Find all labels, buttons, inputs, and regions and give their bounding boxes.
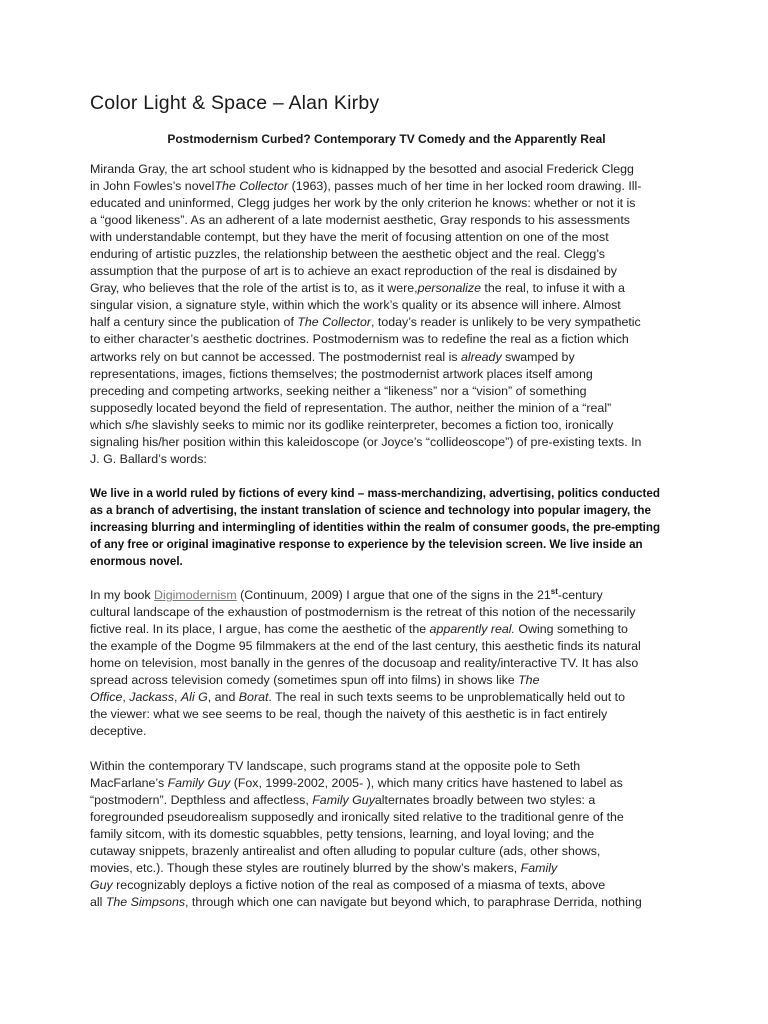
paragraph-1-line-11: to either character’s aesthetic doctrines. Postmodernism was to redefine the real as a fiction which [90, 332, 629, 347]
paragraph-1-line-5: with understandable contempt, but they have the merit of focusing attention on one of the most [90, 230, 609, 245]
paragraph-3-line-1: Within the contemporary TV landscape, such programs stand at the opposite pole to Seth [90, 758, 581, 773]
show-title-italic: Ali G [180, 690, 208, 705]
text-span: fictive real. In its place, I argue, has come the aesthetic of the [90, 622, 430, 637]
paragraph-3-line-8 [90, 877, 683, 894]
paragraph-3-line-6: cutaway snippets, brazenly antirealist and often alluding to popular culture (ads, other shows, [90, 843, 601, 858]
paragraph-1-line-7: assumption that the purpose of art is to achieve an exact reproduction of the real is disdained by [90, 264, 617, 279]
text-span: , and [207, 690, 239, 705]
paragraph-1-line-15: supposedly located beyond the field of representation. The author, neither the minion of a “real” [90, 400, 612, 415]
show-title-italic: The [518, 673, 540, 688]
text-span: (Continuum, 2009) I argue that one of the signs in the 21 [236, 588, 551, 603]
paragraph-2-line-8: the viewer: what we see seems to be real, though the naivety of this aesthetic is in fact entirely [90, 707, 608, 722]
paragraph-2-line-6 [90, 672, 683, 689]
document-page [90, 92, 683, 928]
ballard-quote [90, 485, 683, 570]
text-span: , today’s reader is unlikely to be very sympathetic [371, 315, 641, 330]
quote-line-4: of any free or original imaginative response to experience by the television screen. We live inside an [90, 537, 643, 551]
show-title-italic: Jackass [129, 690, 175, 705]
digimodernism-link[interactable]: Digimodernism [154, 588, 237, 603]
text-span: recognizably deploys a fictive notion of the real as composed of a miasma of texts, above [112, 877, 606, 892]
article-subtitle: Postmodernism Curbed? Contemporary TV Comedy and the Apparently Real [167, 132, 606, 146]
paragraph-2-line-7 [90, 689, 683, 706]
book-title-italic: The Collector [214, 179, 289, 194]
show-title-italic: Family [520, 860, 558, 875]
text-span: the real, to infuse it with a [480, 281, 625, 296]
text-span: Owing something to [514, 622, 628, 637]
show-title-italic: Office [90, 690, 123, 705]
text-span: spread across television comedy (sometimes spun off into films) in shows like [90, 673, 519, 688]
paragraph-1-line-17: signaling his/her position within this kaleidoscope (or Joyce’s “collideoscope”) of pre-existing texts. In [90, 434, 642, 449]
paragraph-3-line-9 [90, 894, 683, 911]
paragraph-2-line-5: home on television, most banally in the genres of the docusoap and reality/interactive TV. It has also [90, 656, 639, 671]
paragraph-2-line-2: cultural landscape of the exhaustion of postmodernism is the retreat of this notion of the necessarily [90, 605, 636, 620]
paragraph-1-line-13: representations, images, fictions themselves; the postmodernist artwork places itself among [90, 366, 593, 381]
text-span: , [122, 690, 130, 705]
text-span: In my book [90, 588, 155, 603]
show-title-italic: The Simpsons [105, 894, 186, 909]
emphasis-italic: already [461, 349, 502, 364]
text-span: MacFarlane’s [90, 775, 168, 790]
text-span: , [174, 690, 181, 705]
text-span: (1963), passes much of her time in her locked room drawing. Ill- [288, 179, 642, 194]
text-span: Gray, who believes that the role of the artist is to, as it were, [90, 281, 418, 296]
quote-line-1: We live in a world ruled by fictions of every kind – mass-merchandizing, advertising, politics conducted [90, 486, 660, 500]
quote-line-5: enormous novel. [90, 555, 183, 569]
paragraph-2-line-9: deceptive. [90, 724, 147, 739]
paragraph-2-line-3 [90, 621, 683, 638]
paragraph-3-line-2 [90, 775, 683, 792]
show-title-italic: Guy [90, 877, 113, 892]
paragraph-1-line-3: educated and uninformed, Clegg judges her work by the only criterion he knows: whether or not it is [90, 196, 636, 211]
text-span: in John Fowles’s novel [90, 179, 215, 194]
paragraph-3-line-3 [90, 792, 683, 809]
paragraph-2-line-1 [90, 587, 683, 604]
show-title-italic: Family Guy [167, 775, 231, 790]
text-span: “postmodern”. Depthless and affectless, [90, 792, 313, 807]
paragraph-1-line-4: a “good likeness”. As an adherent of a late modernist aesthetic, Gray responds to his assessments [90, 213, 630, 228]
text-span: half a century since the publication of [90, 315, 298, 330]
text-span: artworks rely on but cannot be accessed. The postmodernist real is [90, 349, 461, 364]
paragraph-1-line-18: J. G. Ballard’s words: [90, 451, 207, 466]
emphasis-italic: personalize [417, 281, 481, 296]
paragraph-3 [90, 758, 683, 911]
text-span: (Fox, 1999-2002, 2005- ), which many critics have hastened to label as [230, 775, 623, 790]
text-span: movies, etc.). Though these styles are routinely blurred by the show’s makers, [90, 860, 521, 875]
show-title-italic: Borat [238, 690, 269, 705]
paragraph-2-line-4: the example of the Dogme 95 filmmakers at the end of the last century, this aesthetic finds its natural [90, 639, 641, 654]
paragraph-3-line-7 [90, 860, 683, 877]
paragraph-1-line-12 [90, 349, 683, 366]
text-span: , through which one can navigate but beyond which, to paraphrase Derrida, nothing [185, 894, 642, 909]
paragraph-1-line-6: enduring of artistic puzzles, the relationship between the aesthetic object and the real. Clegg’s [90, 247, 605, 262]
book-title-italic: The Collector [297, 315, 372, 330]
paragraph-1-line-1: Miranda Gray, the art school student who is kidnapped by the besotted and asocial Frederick Clegg [90, 162, 634, 176]
document-title: Color Light & Space – Alan Kirby [90, 92, 380, 114]
text-span: swamped by [501, 349, 575, 364]
text-span: all [90, 894, 106, 909]
emphasis-italic: apparently real. [429, 622, 515, 637]
paragraph-1 [90, 161, 683, 468]
paragraph-3-line-4: foregrounded pseudorealism supposedly and ironically sited relative to the traditional genre of the [90, 809, 624, 824]
paragraph-1-line-2 [90, 178, 683, 195]
paragraph-1-line-9: singular vision, a signature style, within which the work’s quality or its absence will inhere. Almost [90, 298, 621, 313]
ordinal-superscript: st [550, 587, 558, 597]
quote-line-2: as a branch of advertising, the instant translation of science and technology into popular imagery, the [90, 503, 651, 517]
quote-line-3: increasing blurring and intermingling of identities within the realm of consumer goods, the pre-empting [90, 520, 661, 534]
text-span: alternates broadly between two styles: a [374, 792, 596, 807]
paragraph-1-line-8 [90, 280, 683, 297]
paragraph-3-line-5: family sitcom, with its domestic squabbles, petty tensions, learning, and loyal loving; and the [90, 826, 595, 841]
paragraph-1-line-14: preceding and competing artworks, seeking neither a “likeness” nor a “vision” of something [90, 383, 587, 398]
show-title-italic: Family Guy [312, 792, 375, 807]
text-span: -century [557, 588, 603, 603]
paragraph-2 [90, 587, 683, 740]
paragraph-1-line-10 [90, 314, 683, 331]
paragraph-1-line-16: which s/he slavishly seeks to mimic nor its godlike reinterpreter, becomes a fiction too, ironically [90, 417, 614, 432]
text-span: . The real in such texts seems to be unproblematically held out to [268, 690, 625, 705]
